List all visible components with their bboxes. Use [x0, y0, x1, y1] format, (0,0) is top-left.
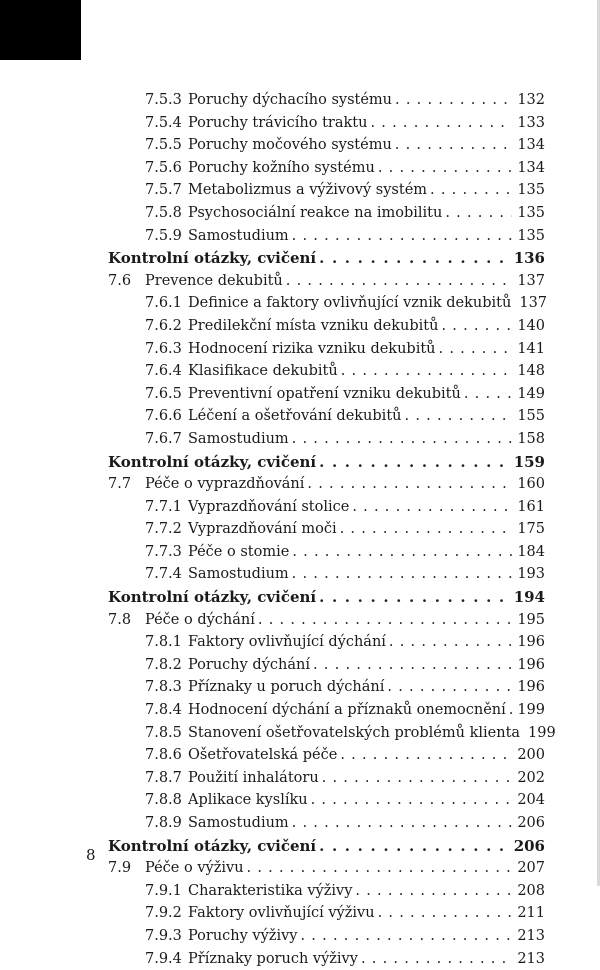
toc-entry-number: 7.5.7 [145, 182, 182, 199]
toc-entry-title: Charakteristika výživy [188, 882, 353, 899]
toc-entry-row [108, 338, 545, 361]
toc-entry-row [108, 270, 545, 293]
toc-entry-row [108, 225, 545, 248]
toc-dot-leader [370, 112, 512, 135]
toc-entry-body [145, 609, 545, 632]
toc-entry-title: Klasifikace dekubitů [188, 363, 338, 380]
toc-entry-body [145, 473, 545, 496]
toc-entry-number: 7.8.3 [145, 679, 182, 696]
toc-dot-leader [395, 134, 513, 157]
toc-dot-leader [292, 812, 513, 835]
toc-entry-number: 7.5.9 [145, 227, 182, 244]
toc-entry-row [108, 89, 545, 112]
toc-dot-leader [378, 902, 513, 925]
toc-entry-body [188, 112, 545, 135]
toc-entry-number: 7.5.5 [145, 137, 182, 154]
toc-entry-page: 132 [517, 92, 545, 108]
toc-entry-body [188, 676, 545, 699]
toc-entry-row [108, 563, 545, 586]
toc-entry-body [188, 383, 545, 406]
toc-dot-leader [319, 247, 509, 270]
toc-heading-row [108, 586, 545, 609]
toc-entry-body [145, 270, 545, 293]
toc-entry-title: Hodnocení dýchání a příznaků onemocnění [188, 702, 506, 719]
toc-entry-title: Péče o dýchání [145, 611, 255, 628]
toc-dot-leader [340, 744, 512, 767]
toc-entry-row [108, 428, 545, 451]
toc-entry-title: Péče o stomie [188, 543, 290, 560]
toc-entry-title: Psychosociální reakce na imobilitu [188, 204, 443, 221]
toc-entry-body [145, 857, 545, 880]
toc-entry-page: 206 [517, 815, 545, 831]
toc-entry-page: 196 [517, 679, 545, 696]
toc-entry-number: 7.8.6 [145, 747, 182, 764]
toc-dot-leader [389, 631, 512, 654]
toc-entry-body [188, 948, 545, 970]
toc-entry-number: 7.9 [108, 860, 132, 877]
toc-entry-row [108, 179, 545, 202]
toc-entry-page: 175 [517, 521, 545, 538]
toc-dot-leader [341, 360, 513, 383]
toc-entry-title: Samostudium [188, 566, 289, 583]
toc-entry-body [108, 586, 545, 609]
toc-entry-title: Preventivní opatření vzniku dekubitů [188, 385, 461, 402]
toc-entry-row [108, 112, 545, 135]
toc-entry-row [108, 202, 545, 225]
toc-entry-page: 148 [517, 363, 545, 380]
toc-entry-number: 7.9.1 [145, 882, 182, 899]
toc-entry-title: Samostudium [188, 815, 289, 831]
toc-entry-page: 200 [517, 747, 545, 764]
toc-entry-row [108, 383, 545, 406]
toc-entry-row [108, 496, 545, 519]
toc-dot-leader [300, 925, 512, 948]
toc-entry-page: 161 [517, 498, 545, 515]
toc-heading-row [108, 451, 545, 474]
toc-dot-leader [445, 202, 512, 225]
toc-dot-leader [378, 157, 513, 180]
toc-entry-body [188, 925, 545, 948]
toc-entry-number: 7.6.5 [145, 385, 182, 402]
toc-entry-row [108, 654, 545, 677]
toc-entry-title: Poruchy močového systému [188, 137, 392, 154]
toc-entry-body [188, 518, 545, 541]
toc-entry-body [188, 880, 545, 903]
toc-entry-row [108, 857, 545, 880]
toc-entry-number: 7.6.3 [145, 340, 182, 357]
toc-entry-title: Kontrolní otázky, cvičení [108, 452, 317, 471]
toc-entry-title: Hodnocení rizika vzniku dekubitů [188, 340, 436, 357]
toc-entry-page: 195 [517, 611, 545, 628]
toc-dot-leader [405, 405, 513, 428]
toc-entry-title: Predilekční místa vzniku dekubitů [188, 317, 439, 334]
toc-entry-title: Kontrolní otázky, cvičení [108, 836, 317, 855]
toc-dot-leader [313, 654, 512, 677]
toc-entry-number: 7.9.3 [145, 927, 182, 944]
toc-entry-body [188, 496, 545, 519]
toc-entry-body [188, 789, 545, 812]
toc-entry-body [188, 338, 545, 361]
toc-entry-number: 7.8.4 [145, 702, 182, 719]
toc-dot-leader [395, 89, 512, 112]
toc-entry-body [188, 902, 545, 925]
toc-entry-title: Metabolizmus a výživový systém [188, 182, 428, 199]
toc-entry-row [108, 157, 545, 180]
toc-entry-body [108, 451, 545, 474]
toc-entry-page: 204 [517, 792, 545, 809]
toc-entry-title: Aplikace kyslíku [188, 792, 308, 809]
toc-entry-title: Faktory ovlivňující dýchání [188, 634, 386, 651]
toc-entry-number: 7.8.1 [145, 634, 182, 651]
toc-entry-number: 7.8.8 [145, 792, 182, 809]
toc-entry-row [108, 880, 545, 903]
toc-entry-title: Samostudium [188, 227, 289, 244]
toc-entry-page: 193 [517, 566, 545, 583]
toc-entry-page: 137 [519, 295, 548, 312]
toc-dot-leader [464, 383, 512, 406]
toc-entry-page: 134 [517, 137, 545, 154]
toc-entry-number: 7.6.7 [145, 430, 182, 447]
toc-entry-number: 7.5.8 [145, 204, 182, 221]
toc-entry-number: 7.8.9 [145, 815, 182, 831]
toc-entry-row [108, 902, 545, 925]
toc-entry-body [188, 744, 545, 767]
toc-entry-number: 7.6.1 [145, 295, 182, 312]
toc-entry-number: 7.7.3 [145, 543, 182, 560]
toc-dot-leader [258, 609, 512, 632]
toc-entry-body [108, 835, 545, 858]
toc-entry-row [108, 722, 556, 745]
toc-entry-body [188, 315, 545, 338]
toc-dot-leader [361, 948, 512, 970]
toc-entry-row [108, 699, 545, 722]
toc-entry-body [188, 157, 545, 180]
toc-entry-row [108, 134, 545, 157]
toc-entry-page: 202 [517, 769, 545, 786]
toc-entry-title: Poruchy kožního systému [188, 159, 375, 176]
toc-entry-number: 7.6.6 [145, 408, 182, 425]
toc-entry-body [188, 699, 545, 722]
toc-dot-leader [311, 789, 513, 812]
toc-entry-row [108, 676, 545, 699]
toc-entry-number: 7.6 [108, 272, 132, 289]
toc-entry-body [188, 722, 556, 745]
toc-dot-leader [319, 586, 509, 609]
toc-entry-number: 7.6.4 [145, 363, 182, 380]
toc-entry-page: 158 [517, 430, 545, 447]
toc-dot-leader [322, 767, 513, 790]
toc-entry-page: 160 [517, 476, 545, 493]
toc-entry-row [108, 315, 545, 338]
toc-entry-page: 136 [513, 249, 545, 268]
toc-entry-number: 7.5.3 [145, 92, 182, 108]
toc-entry-title: Poruchy trávicího traktu [188, 114, 368, 131]
toc-entry-number: 7.7.1 [145, 498, 182, 515]
toc-entry-row [108, 789, 545, 812]
toc-entry-page: 199 [517, 702, 545, 719]
toc-entry-title: Péče o vyprazdňování [145, 476, 305, 493]
toc-entry-page: 211 [517, 905, 545, 922]
toc-entry-body [188, 225, 545, 248]
toc-entry-row [108, 925, 545, 948]
toc-entry-page: 155 [517, 408, 545, 425]
toc-entry-row [108, 744, 545, 767]
toc-entry-row [108, 360, 545, 383]
toc-entry-body [188, 89, 545, 112]
toc-entry-title: Péče o výživu [145, 860, 244, 877]
toc-entry-row [108, 812, 545, 835]
toc-entry-title: Příznaky u poruch dýchání [188, 679, 385, 696]
toc-entry-page: 213 [517, 927, 545, 944]
toc-entry-page: 208 [517, 882, 545, 899]
toc-entry-row [108, 405, 545, 428]
toc-entry-body [188, 292, 548, 315]
toc-dot-leader [441, 315, 512, 338]
toc-entry-page: 135 [517, 227, 545, 244]
toc-heading-row [108, 247, 545, 270]
toc-dot-leader [292, 563, 513, 586]
toc-entry-body [188, 428, 545, 451]
toc-entry-body [108, 247, 545, 270]
toc-dot-leader [286, 270, 513, 293]
toc-dot-leader [292, 225, 513, 248]
toc-entry-title: Kontrolní otázky, cvičení [108, 249, 317, 268]
toc-dot-leader [430, 179, 512, 202]
toc-entry-title: Léčení a ošetřování dekubitů [188, 408, 402, 425]
toc-entry-page: 135 [517, 204, 545, 221]
toc-entry-body [188, 812, 545, 835]
toc-entry-body [188, 134, 545, 157]
toc-entry-title: Definice a faktory ovlivňující vznik dekubitů [188, 295, 512, 312]
toc-entry-number: 7.7 [108, 476, 132, 493]
toc-heading-row [108, 835, 545, 858]
toc-entry-page: 137 [517, 272, 545, 289]
page-number: 8 [86, 846, 96, 864]
toc-entry-row [108, 948, 545, 970]
toc-entry-page: 135 [517, 182, 545, 199]
toc-entry-page: 194 [513, 588, 545, 607]
toc-entry-page: 207 [517, 860, 545, 877]
toc-entry-body [188, 405, 545, 428]
toc-entry-title: Prevence dekubitů [145, 272, 283, 289]
toc-entry-title: Kontrolní otázky, cvičení [108, 588, 317, 607]
toc-entry-page: 184 [517, 543, 545, 560]
toc-entry-number: 7.7.4 [145, 566, 182, 583]
toc-entry-body [188, 360, 545, 383]
toc-entry-title: Poruchy dýchacího systému [188, 92, 393, 108]
toc-dot-leader [319, 835, 509, 858]
toc-entry-page: 206 [513, 836, 545, 855]
toc-entry-title: Poruchy výživy [188, 927, 298, 944]
toc-entry-page: 196 [517, 634, 545, 651]
toc-entry-body [188, 179, 545, 202]
toc-entry-number: 7.8 [108, 611, 132, 628]
toc-entry-body [188, 631, 545, 654]
toc-dot-leader [439, 338, 513, 361]
toc-entry-body [188, 767, 545, 790]
toc-entry-row [108, 767, 545, 790]
toc-dot-leader [340, 518, 513, 541]
toc-entry-row [108, 631, 545, 654]
toc-entry-number: 7.9.4 [145, 950, 182, 967]
toc-entry-page: 134 [517, 159, 545, 176]
toc-dot-leader [352, 496, 512, 519]
toc-entry-title: Poruchy dýchání [188, 656, 310, 673]
toc-entry-body [188, 563, 545, 586]
toc-entry-title: Použití inhalátoru [188, 769, 319, 786]
toc-entry-title: Vyprazdňování stolice [188, 498, 350, 515]
toc-entry-page: 213 [517, 950, 545, 967]
toc-entry-title: Faktory ovlivňující výživu [188, 905, 375, 922]
toc-entry-number: 7.7.2 [145, 521, 182, 538]
toc-entry-body [188, 654, 545, 677]
toc-entry-page: 196 [517, 656, 545, 673]
toc-entry-page: 133 [517, 114, 545, 131]
toc-entry-page: 199 [528, 724, 556, 741]
toc-entry-title: Příznaky poruch výživy [188, 950, 358, 967]
toc-dot-leader [355, 880, 512, 903]
toc-entry-row [108, 292, 548, 315]
toc-entry-number: 7.9.2 [145, 905, 182, 922]
toc-entry-number: 7.8.7 [145, 769, 182, 786]
toc-dot-leader [247, 857, 513, 880]
toc-dot-leader [307, 473, 512, 496]
toc-entry-number: 7.8.5 [145, 724, 182, 741]
toc-dot-leader [387, 676, 512, 699]
toc-entry-row [108, 609, 545, 632]
toc-entry-title: Stanovení ošetřovatelských problémů klienta [188, 724, 521, 741]
toc-entry-page: 149 [517, 385, 545, 402]
toc-dot-leader [319, 451, 509, 474]
toc-dot-leader [292, 541, 512, 564]
toc-entry-body [188, 202, 545, 225]
toc-entry-page: 140 [517, 317, 545, 334]
toc-entry-row [108, 541, 545, 564]
toc-entry-body [188, 541, 545, 564]
toc-entry-number: 7.8.2 [145, 656, 182, 673]
toc-entry-title: Vyprazdňování moči [188, 521, 337, 538]
toc-entry-page: 159 [513, 452, 545, 471]
table-of-contents [108, 89, 556, 970]
toc-entry-title: Ošetřovatelská péče [188, 747, 338, 764]
toc-entry-page: 141 [517, 340, 545, 357]
toc-entry-number: 7.5.6 [145, 159, 182, 176]
toc-entry-row [108, 473, 545, 496]
toc-entry-number: 7.5.4 [145, 114, 182, 131]
toc-entry-number: 7.6.2 [145, 317, 182, 334]
toc-entry-row [108, 518, 545, 541]
scan-corner-mark [0, 0, 81, 60]
toc-entry-title: Samostudium [188, 430, 289, 447]
toc-dot-leader [292, 428, 513, 451]
